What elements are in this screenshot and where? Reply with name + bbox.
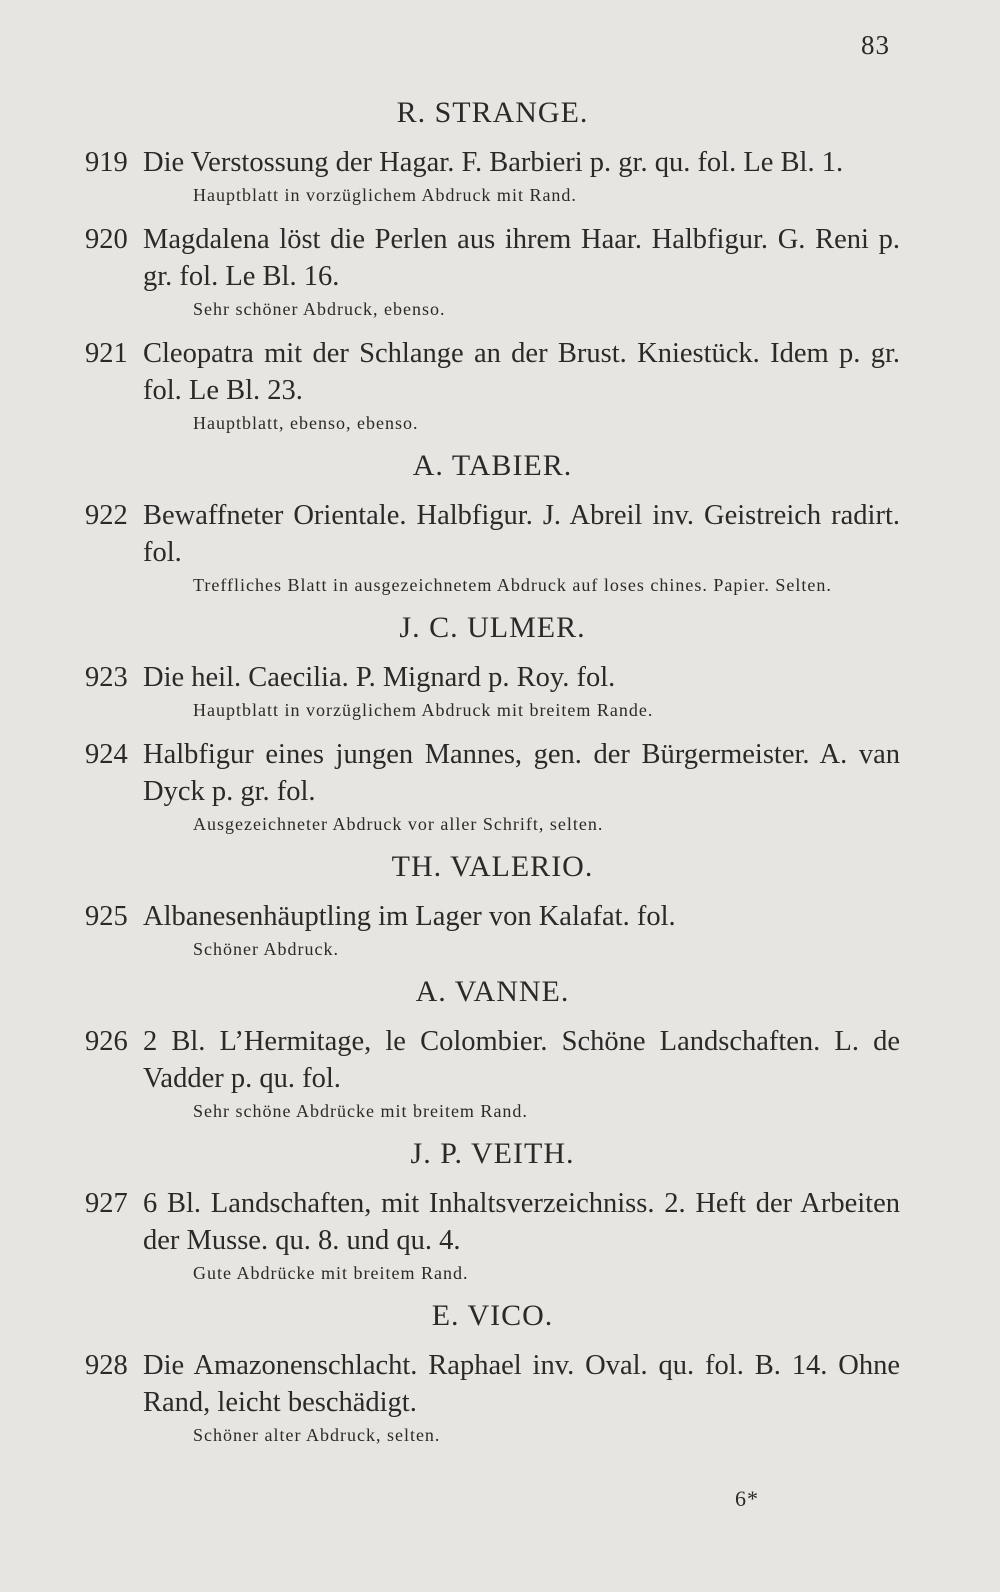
catalog-entry (85, 659, 900, 722)
entry-text: Cleopatra mit der Schlange an der Brust. Kniestück. Idem p. gr. fol. Le Bl. 23. (143, 338, 900, 406)
entry-number: 928 (85, 1350, 128, 1381)
entry-note: Hauptblatt in vorzüglichem Abdruck mit Rand. (193, 185, 577, 205)
entry-number: 924 (85, 739, 128, 770)
artist-section (85, 611, 900, 836)
signature-mark: 6* (735, 1486, 759, 1511)
catalog-entry (85, 144, 900, 207)
entry-text: 6 Bl. Landschaften, mit Inhaltsverzeichniss. 2. Heft der Arbeiten der Musse. qu. 8. und qu. 4. (143, 1188, 900, 1256)
catalog-entry (85, 1023, 900, 1123)
artist-heading: A. VANNE. (415, 975, 570, 1008)
catalog-entry (85, 736, 900, 836)
entry-text: 2 Bl. L’Hermitage, le Colombier. Schöne Landschaften. L. de Vadder p. qu. fol. (143, 1026, 900, 1094)
artist-section (85, 975, 900, 1123)
artist-heading: R. STRANGE. (396, 96, 589, 129)
entry-text: Die heil. Caecilia. P. Mignard p. Roy. fol. (143, 662, 616, 693)
artist-section (85, 96, 900, 435)
entry-number: 919 (85, 147, 128, 178)
entry-text: Bewaffneter Orientale. Halbfigur. J. Abreil inv. Geistreich radirt. fol. (143, 500, 900, 568)
entry-number: 920 (85, 224, 128, 255)
catalog-entry (85, 221, 900, 321)
entry-number: 921 (85, 338, 128, 369)
artist-heading: A. TABIER. (412, 449, 573, 482)
artist-heading: E. VICO. (431, 1299, 554, 1332)
artist-section (85, 1137, 900, 1285)
entry-note: Hauptblatt, ebenso, ebenso. (193, 413, 419, 433)
catalog-content (85, 90, 900, 1461)
entry-text: Die Verstossung der Hagar. F. Barbieri p. gr. qu. fol. Le Bl. 1. (143, 147, 844, 178)
entry-note: Treffliches Blatt in ausgezeichnetem Abdruck auf loses chines. Papier. Selten. (193, 575, 832, 595)
entry-number: 926 (85, 1026, 128, 1057)
catalog-entry (85, 335, 900, 435)
catalog-entry (85, 898, 900, 961)
entry-note: Gute Abdrücke mit breitem Rand. (193, 1263, 469, 1283)
entry-text: Die Amazonenschlacht. Raphael inv. Oval. qu. fol. B. 14. Ohne Rand, leicht beschädigt. (143, 1350, 900, 1418)
catalog-entry (85, 497, 900, 597)
entry-note: Schöner Abdruck. (193, 939, 339, 959)
catalog-entry (85, 1185, 900, 1285)
entry-note: Ausgezeichneter Abdruck vor aller Schrift, selten. (193, 814, 604, 834)
entry-note: Hauptblatt in vorzüglichem Abdruck mit breitem Rande. (193, 700, 654, 720)
artist-section (85, 1299, 900, 1447)
artist-heading: J. C. ULMER. (399, 611, 586, 644)
artist-heading: TH. VALERIO. (391, 850, 594, 883)
entry-number: 925 (85, 901, 128, 932)
artist-section (85, 449, 900, 597)
entry-number: 927 (85, 1188, 128, 1219)
entry-number: 923 (85, 662, 128, 693)
entry-text: Magdalena löst die Perlen aus ihrem Haar. Halbfigur. G. Reni p. gr. fol. Le Bl. 16. (143, 224, 900, 292)
entry-note: Sehr schöne Abdrücke mit breitem Rand. (193, 1101, 528, 1121)
artist-heading: J. P. VEITH. (410, 1137, 575, 1170)
entry-number: 922 (85, 500, 128, 531)
entry-note: Schöner alter Abdruck, selten. (193, 1425, 441, 1445)
entry-note: Sehr schöner Abdruck, ebenso. (193, 299, 446, 319)
catalog-entry (85, 1347, 900, 1447)
page-number: 83 (861, 30, 890, 60)
entry-text: Halbfigur eines jungen Mannes, gen. der Bürgermeister. A. van Dyck p. gr. fol. (143, 739, 900, 807)
entry-text: Albanesenhäuptling im Lager von Kalafat. fol. (143, 901, 676, 932)
artist-section (85, 850, 900, 961)
